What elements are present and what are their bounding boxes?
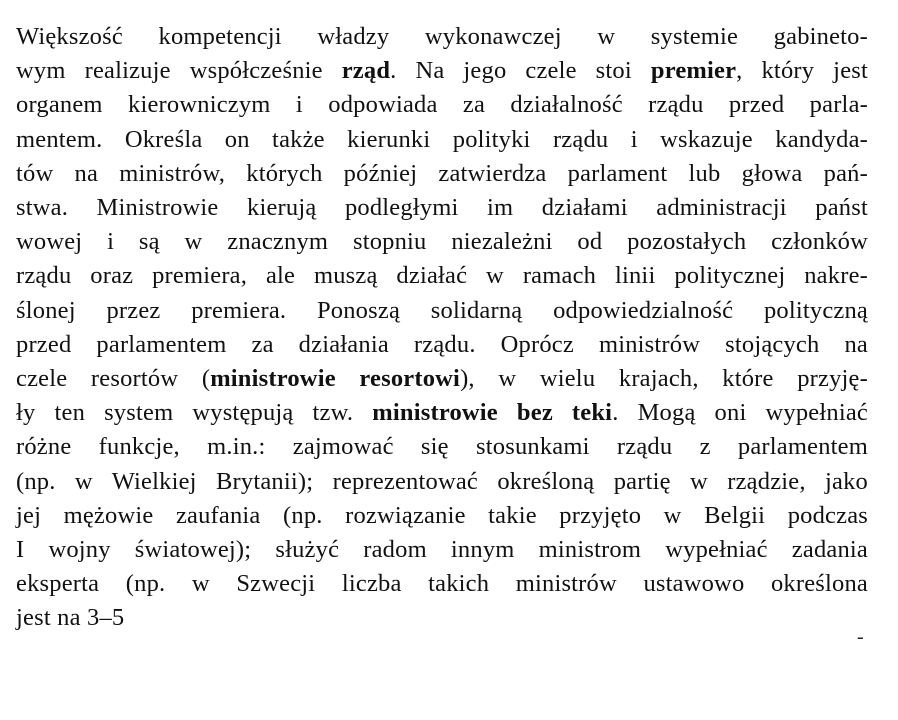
text-segment: czele resortów (	[16, 365, 211, 392]
text-segment: . Na jego czele stoi	[390, 57, 651, 85]
text-line	[16, 567, 868, 601]
text-segment: jej mężowie zaufania (np. rozwiązanie takie przyjęto w Belgii podczas	[16, 501, 868, 529]
text-line	[16, 430, 868, 464]
text-line	[16, 601, 124, 635]
bold-term: ministrowie resortowi	[210, 365, 461, 392]
text-segment: organem kierowniczym i odpowiada za działalność rządu przed parla-	[16, 91, 868, 119]
text-segment: ), w wielu krajach, które przyję-	[460, 365, 868, 392]
text-segment: tów na ministrów, których później zatwierdza parlament lub głowa pań-	[16, 159, 868, 187]
text-line	[16, 54, 868, 88]
text-line	[16, 259, 868, 293]
text-segment: jest na 3–5	[16, 604, 125, 632]
text-segment: Większość kompetencji władzy wykonawczej w systemie gabineto-	[16, 23, 868, 50]
text-segment: I wojny światowej); służyć radom innym ministrom wypełniać zadania	[16, 536, 868, 563]
text-line	[16, 465, 868, 499]
text-segment: wowej i są w znacznym stopniu niezależni od pozostałych członków	[16, 228, 868, 256]
text-line	[16, 191, 868, 225]
text-line	[16, 328, 868, 362]
text-segment: ślonej przez premiera. Ponoszą solidarną odpowiedzialność polityczną	[16, 296, 868, 324]
text-segment: ły ten system występują tzw.	[16, 399, 373, 427]
text-segment: rządu oraz premiera, ale muszą działać w ramach linii politycznej nakre-	[16, 262, 868, 290]
bold-term: rząd	[341, 57, 391, 85]
text-segment: (np. w Wielkiej Brytanii); reprezentować określoną partię w rządzie, jako	[16, 467, 868, 495]
text-segment: różne funkcje, m.in.: zajmować się stosunkami rządu z parlamentem	[16, 433, 868, 461]
text-line	[16, 20, 868, 54]
trailing-dash: -	[857, 626, 864, 648]
text-line	[16, 88, 868, 122]
text-segment: . Mogą oni wypełniać	[612, 399, 868, 427]
text-segment: mentem. Określa on także kierunki polityki rządu i wskazuje kandyda-	[16, 125, 868, 153]
text-line	[16, 362, 868, 396]
text-segment: wym realizuje współcześnie	[16, 57, 342, 85]
text-segment: przed parlamentem za działania rządu. Oprócz ministrów stojących na	[16, 330, 868, 358]
text-segment: , który jest	[736, 57, 869, 85]
text-segment: eksperta (np. w Szwecji liczba takich ministrów ustawowo określona	[16, 570, 868, 598]
text-line	[16, 225, 868, 259]
text-line	[16, 157, 868, 191]
text-line	[16, 499, 868, 533]
text-segment: stwa. Ministrowie kierują podległymi im działami administracji państ	[16, 194, 868, 221]
text-line	[16, 533, 868, 567]
bold-term: premier	[650, 57, 737, 85]
text-line	[16, 294, 868, 328]
text-line	[16, 123, 868, 157]
text-line	[16, 396, 868, 430]
bold-term: ministrowie bez teki	[372, 399, 613, 427]
